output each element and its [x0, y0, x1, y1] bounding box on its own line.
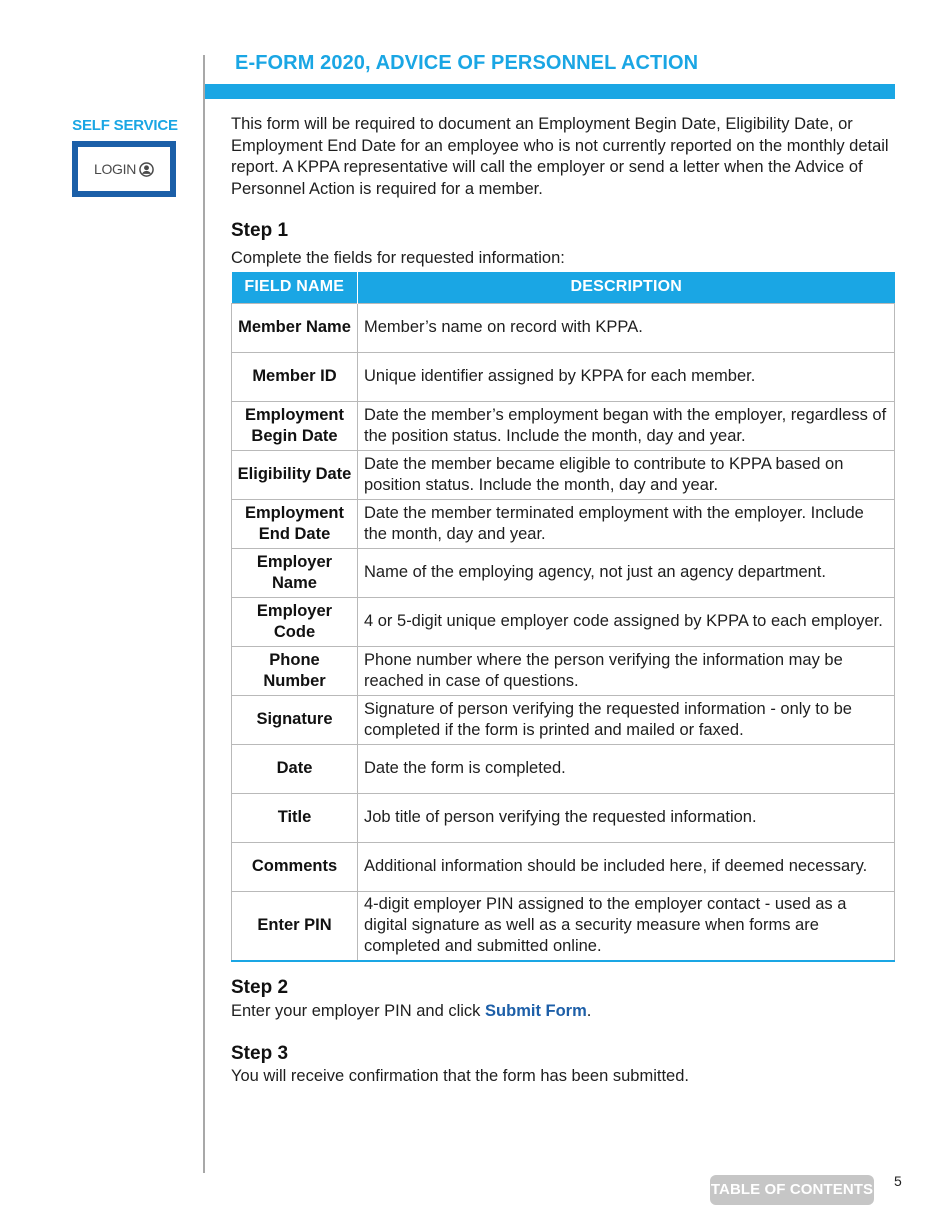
description-cell: 4-digit employer PIN assigned to the employer contact - used as a digital signature as well as a security measure when forms are completed and submitted online.	[358, 891, 895, 961]
login-button-inner[interactable]	[78, 147, 170, 191]
page-number: 5	[894, 1173, 902, 1189]
table-row	[232, 499, 895, 548]
table-row	[232, 401, 895, 450]
column-header-description: DESCRIPTION	[358, 272, 895, 303]
description-cell: Name of the employing agency, not just an agency department.	[358, 548, 895, 597]
submit-form-link[interactable]: Submit Form	[485, 1002, 587, 1020]
page-title: E-FORM 2020, ADVICE OF PERSONNEL ACTION	[235, 52, 699, 74]
description-cell: Date the member became eligible to contribute to KPPA based on position status. Include the month, day and year.	[358, 450, 895, 499]
table-row	[232, 352, 895, 401]
step2-text	[231, 1002, 591, 1021]
description-cell: Date the member’s employment began with the employer, regardless of the position status. Include the month, day and year.	[358, 401, 895, 450]
table-row	[232, 695, 895, 744]
field-name-cell: Date	[232, 744, 358, 793]
field-name-cell: Comments	[232, 842, 358, 891]
table-row	[232, 597, 895, 646]
table-row	[232, 646, 895, 695]
description-cell: Signature of person verifying the requested information - only to be completed if the form is printed and mailed or faxed.	[358, 695, 895, 744]
self-service-label: SELF SERVICE	[72, 117, 178, 134]
login-button[interactable]	[72, 141, 176, 197]
field-name-cell: Enter PIN	[232, 891, 358, 961]
step1-text: Complete the fields for requested information:	[231, 249, 565, 267]
description-cell: 4 or 5-digit unique employer code assigned by KPPA to each employer.	[358, 597, 895, 646]
description-cell: Additional information should be included here, if deemed necessary.	[358, 842, 895, 891]
table-of-contents-button[interactable]: TABLE OF CONTENTS	[710, 1175, 874, 1205]
field-name-cell: Employer Name	[232, 548, 358, 597]
table-row	[232, 891, 895, 961]
description-cell: Date the form is completed.	[358, 744, 895, 793]
field-name-cell: Member ID	[232, 352, 358, 401]
field-name-cell: Eligibility Date	[232, 450, 358, 499]
table-row	[232, 548, 895, 597]
field-name-cell: Employment End Date	[232, 499, 358, 548]
field-name-cell: Employment Begin Date	[232, 401, 358, 450]
step3-heading: Step 3	[231, 1043, 289, 1064]
user-icon	[139, 162, 154, 177]
step3-text: You will receive confirmation that the form has been submitted.	[231, 1067, 689, 1085]
description-cell: Phone number where the person verifying the information may be reached in case of questions.	[358, 646, 895, 695]
fields-table	[231, 272, 895, 962]
description-cell: Member’s name on record with KPPA.	[358, 303, 895, 352]
intro-paragraph: This form will be required to document an Employment Begin Date, Eligibility Date, or Employment End Date for an employee who is not currently reported on the monthly detail report. A KPPA representative will call the employer or send a letter when the Advice of Personnel Action is required for a member.	[231, 115, 889, 198]
field-name-cell: Employer Code	[232, 597, 358, 646]
login-label: LOGIN	[93, 161, 137, 177]
table-row	[232, 450, 895, 499]
field-name-cell: Signature	[232, 695, 358, 744]
column-header-field-name: FIELD NAME	[232, 272, 358, 303]
step2-heading: Step 2	[231, 977, 289, 998]
field-name-cell: Title	[232, 793, 358, 842]
title-accent-bar	[205, 84, 895, 99]
step2-text-after: .	[586, 1002, 592, 1020]
step1-heading: Step 1	[231, 220, 289, 241]
description-cell: Date the member terminated employment with the employer. Include the month, day and year.	[358, 499, 895, 548]
field-name-cell: Phone Number	[232, 646, 358, 695]
description-cell: Job title of person verifying the requested information.	[358, 793, 895, 842]
vertical-divider	[203, 55, 205, 1173]
step2-text-before: Enter your employer PIN and click	[231, 1002, 486, 1020]
table-row	[232, 842, 895, 891]
description-cell: Unique identifier assigned by KPPA for each member.	[358, 352, 895, 401]
table-row	[232, 744, 895, 793]
table-row	[232, 793, 895, 842]
field-name-cell: Member Name	[232, 303, 358, 352]
table-row	[232, 303, 895, 352]
table-header-row	[232, 272, 895, 303]
